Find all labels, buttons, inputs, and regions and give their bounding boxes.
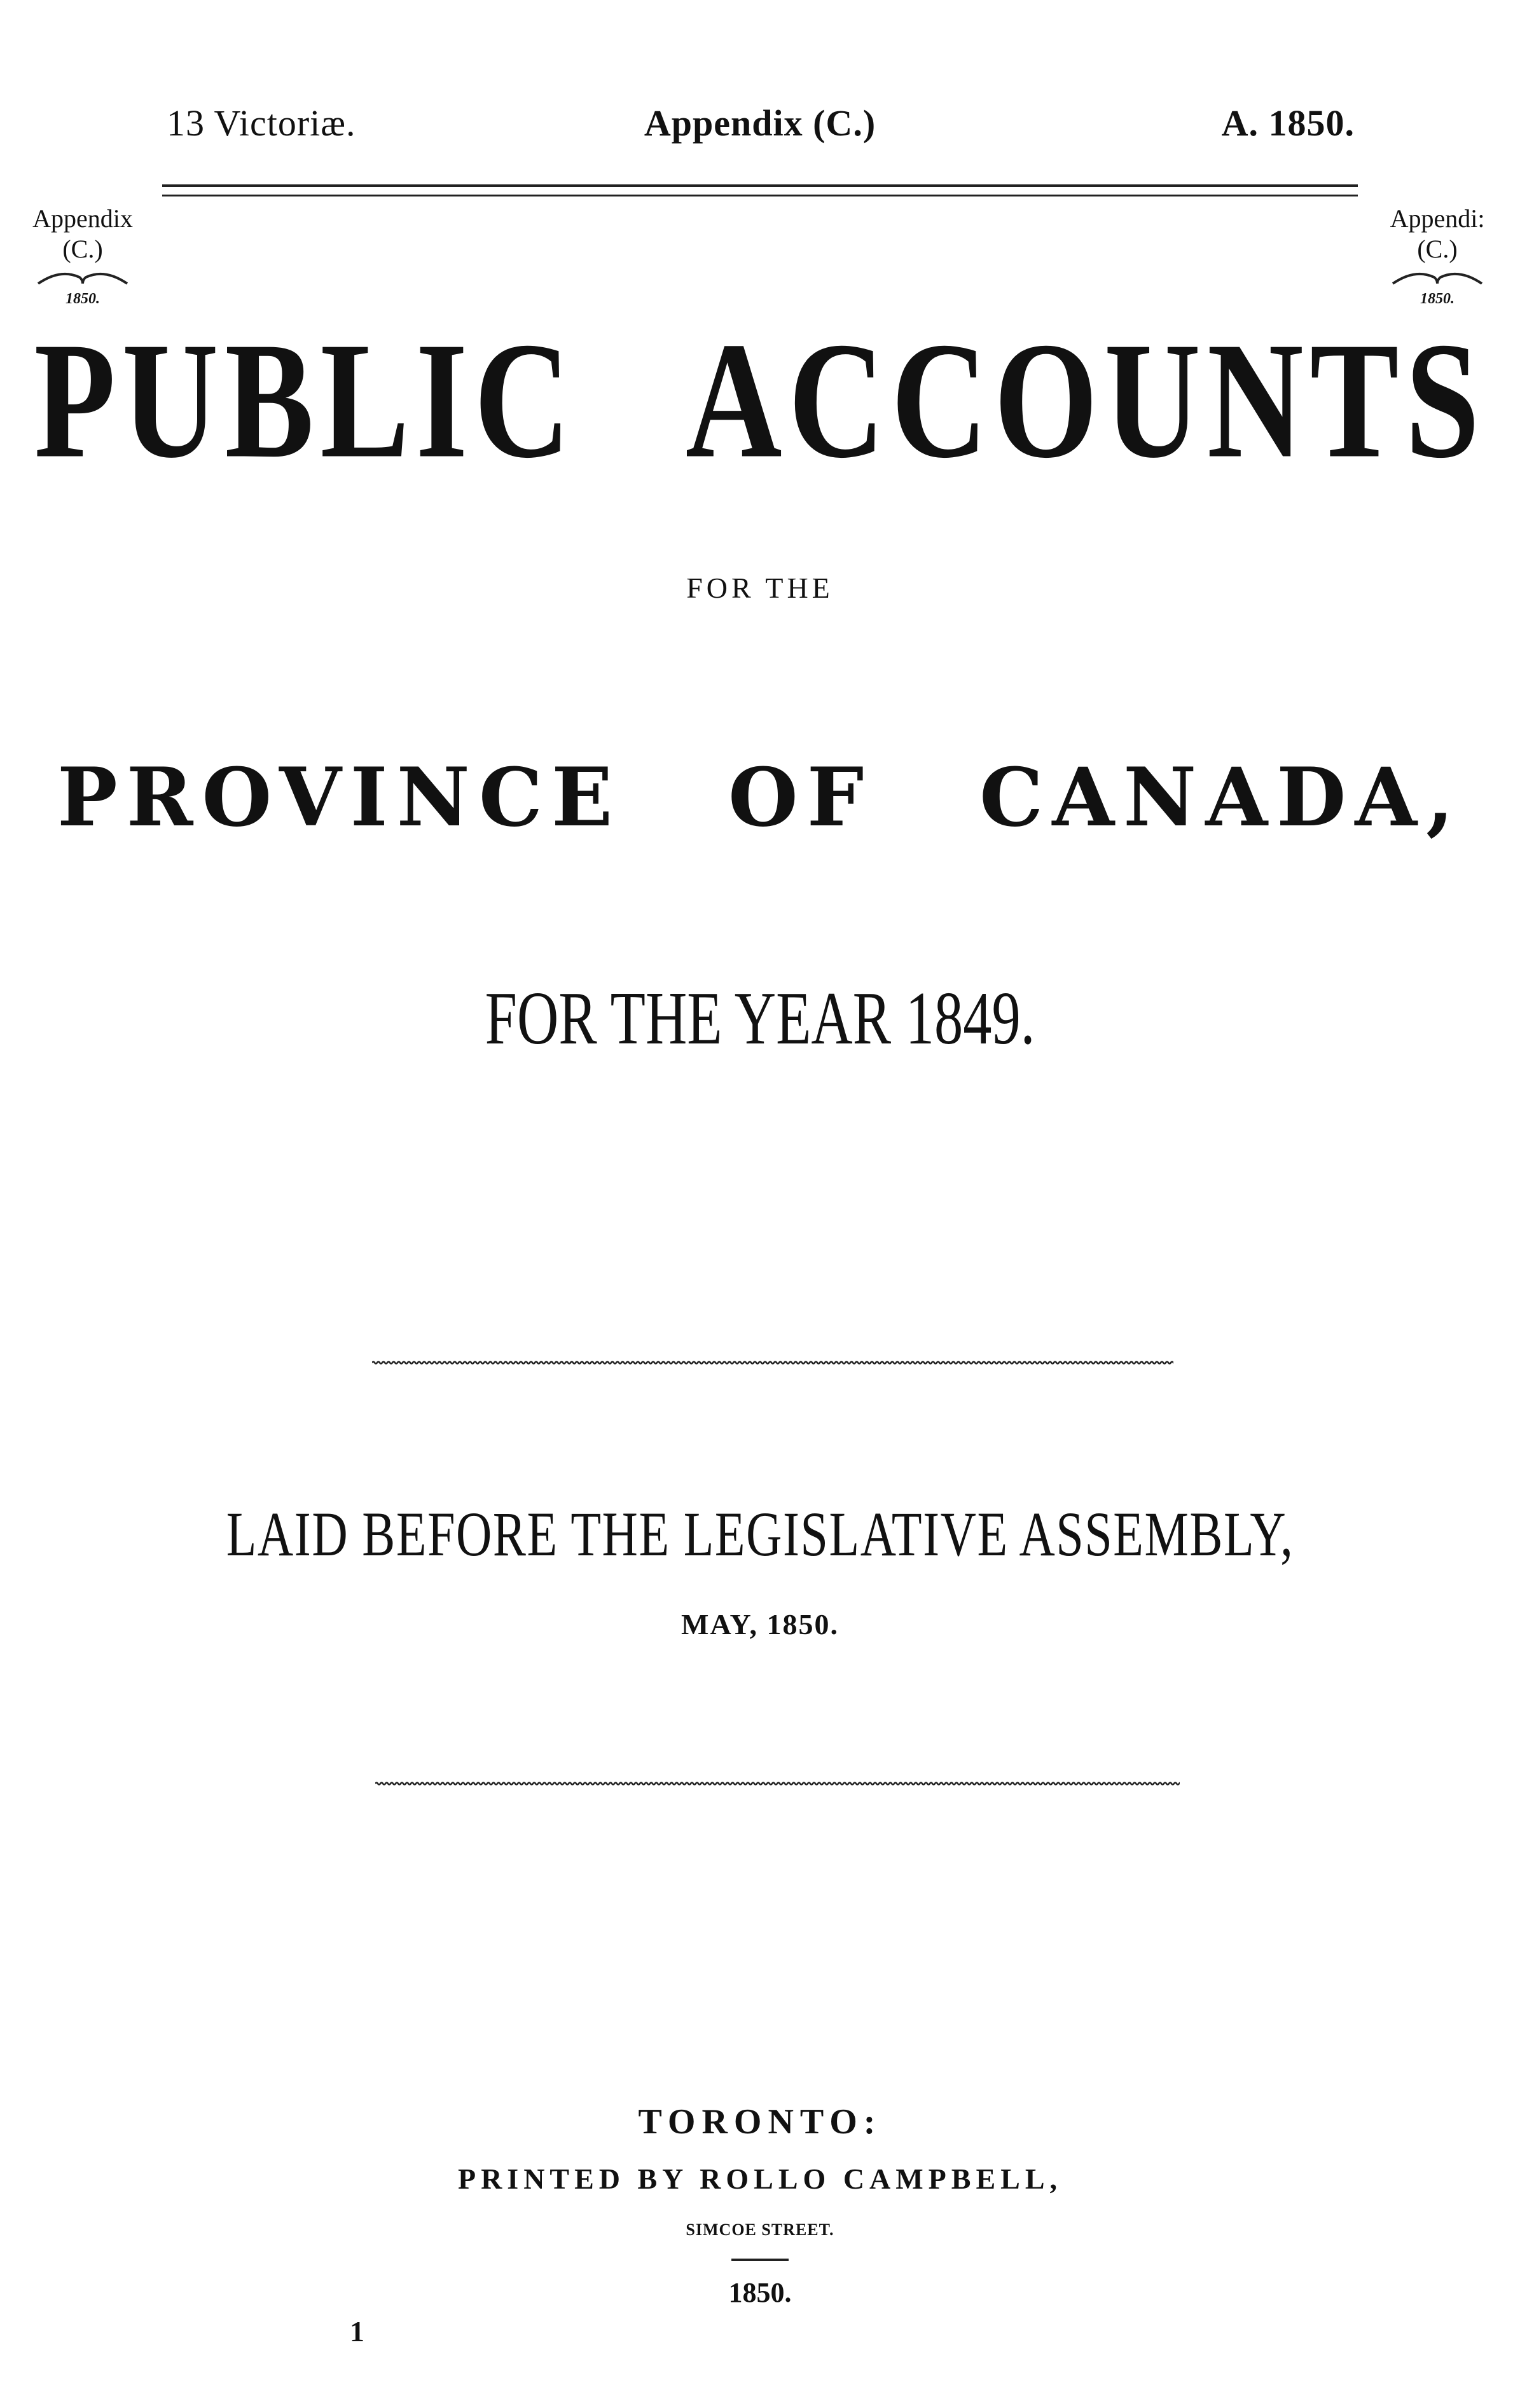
- running-header-center: Appendix (C.): [644, 102, 876, 144]
- imprint-printer: PRINTED BY ROLLO CAMPBELL,: [457, 2163, 1063, 2195]
- side-note-right-year: 1850.: [1420, 291, 1454, 307]
- province-title: PROVINCE OF CANADA,: [57, 750, 1463, 844]
- side-note-right-line1: Appendi:: [1390, 204, 1485, 233]
- imprint-year: 1850.: [728, 2277, 792, 2308]
- running-header-right: A. 1850.: [1221, 102, 1355, 144]
- side-note-left-year: 1850.: [66, 291, 100, 307]
- header-double-rule: [162, 184, 1358, 196]
- side-note-left: [0, 203, 165, 308]
- imprint-short-rule: [731, 2259, 789, 2261]
- main-title: PUBLIC ACCOUNTS: [34, 308, 1486, 493]
- brace-ornament-icon: [0, 265, 165, 290]
- imprint-street: SIMCOE STREET.: [686, 2220, 834, 2239]
- imprint-city: TORONTO:: [638, 2102, 882, 2142]
- brace-ornament-icon: [1355, 265, 1520, 290]
- wavy-rule: [375, 1780, 1180, 1787]
- for-the-line: FOR THE: [686, 572, 834, 604]
- wavy-rule: [372, 1359, 1173, 1366]
- side-note-right-line2: (C.): [1417, 235, 1458, 263]
- year-line: FOR THE YEAR 1849.: [485, 977, 1035, 1061]
- side-note-right: [1355, 203, 1520, 308]
- date-line: MAY, 1850.: [681, 1608, 839, 1641]
- side-note-left-line1: Appendix: [32, 204, 133, 233]
- running-header-left: 13 Victoriæ.: [167, 102, 356, 144]
- laid-before-line: LAID BEFORE THE LEGISLATIVE ASSEMBLY,: [226, 1499, 1294, 1569]
- page-number: 1: [350, 2315, 364, 2348]
- side-note-left-line2: (C.): [62, 235, 103, 263]
